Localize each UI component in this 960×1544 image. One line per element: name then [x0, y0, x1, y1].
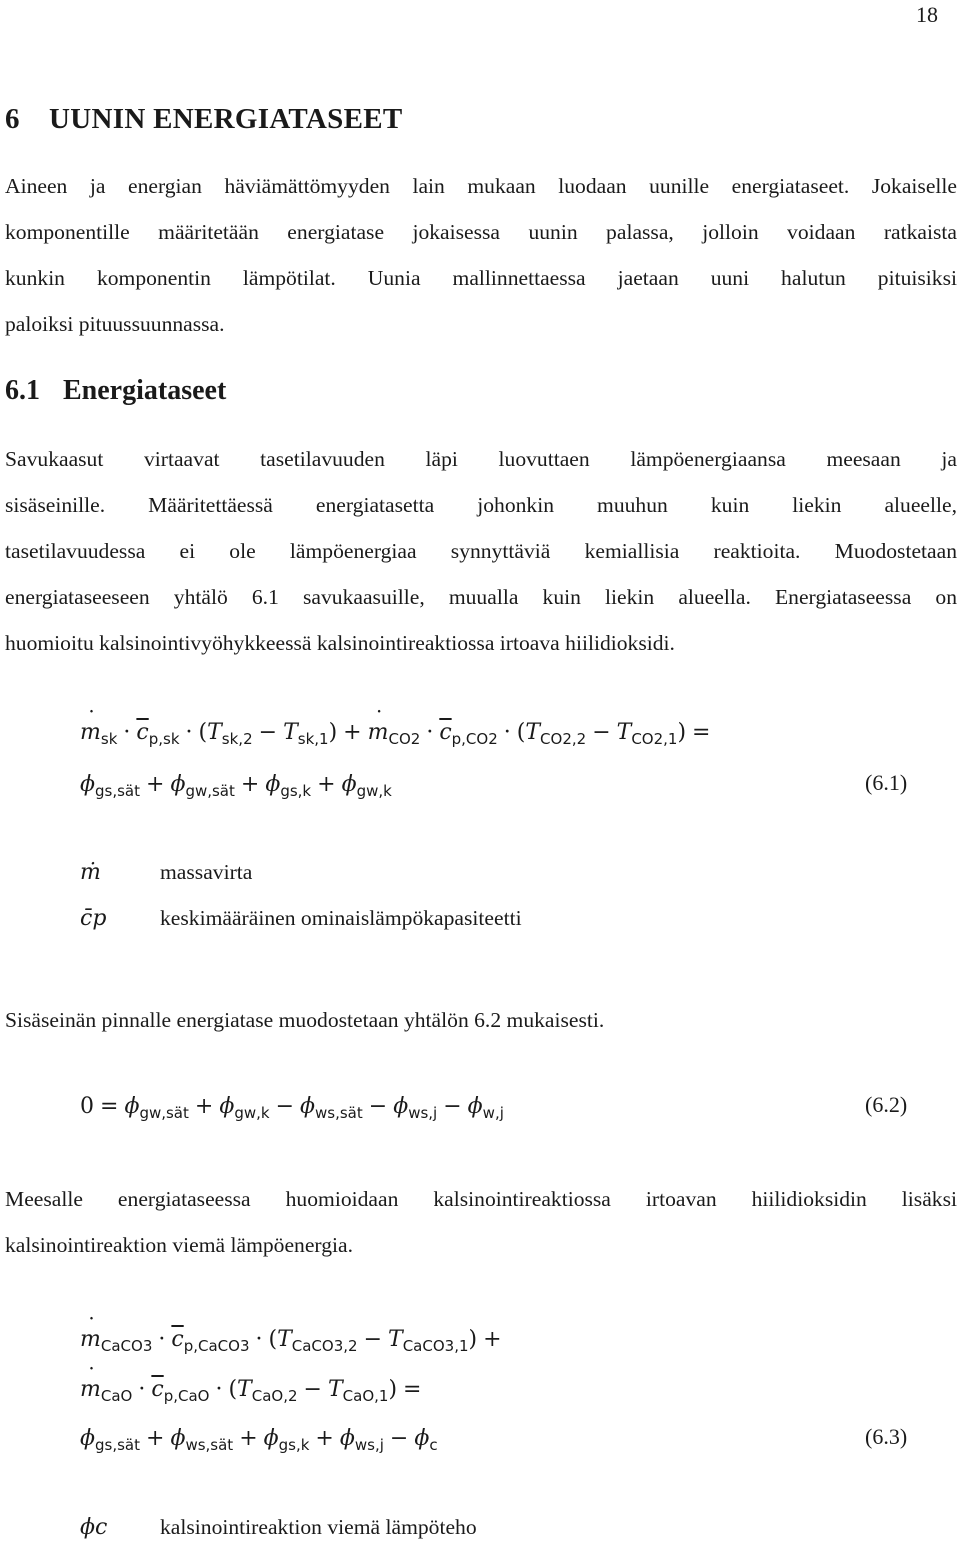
- intro-paragraph: [5, 163, 957, 347]
- symbol-c-bar-p: c̄p: [80, 906, 107, 931]
- equation-6-1-line-1: m $˙_{sk} \cdot \overline{c}_{p,sk} \cdot (T_{sk,2} - T_{sk,1}) + m$ $˙_{CO2} \cdot \overline{c}_{p,CO2} \cdot (T_{CO2,2} - T_{CO2,1})$ =: [80, 718, 716, 748]
- paragraph-line: tasetilavuudessa ei ole lämpöenergiaa synnyttäviä kemiallisia reaktioita. Muodostetaan: [5, 539, 957, 563]
- paragraph-line: Savukaasut virtaavat tasetilavuuden läpi luovuttaen lämpöenergiaansa meesaan ja: [5, 447, 957, 471]
- section-title: Energiataseet: [63, 375, 227, 406]
- paragraph-line: Meesalle energiataseessa huomioidaan kalsinointireaktiossa irtoavan hiilidioksidin lisäksi: [5, 1187, 957, 1211]
- section-number: 6.1: [5, 375, 40, 406]
- paragraph-6-3-intro: [5, 1176, 957, 1268]
- chapter-title: UUNIN ENERGIATASEET: [49, 103, 403, 135]
- chapter-heading: [5, 103, 403, 136]
- paragraph-line: energiataseeseen yhtälö 6.1 savukaasuille, muualla kuin liekin alueella. Energiataseessa on: [5, 585, 957, 609]
- paragraph-line: kalsinointireaktion viemä lämpöenergia.: [5, 1233, 353, 1257]
- equation-6-2: $0 = \phi_{gw,sät} + \phi_{gw,k} - \phi_{ws,sät} - \phi_{ws,j} - \phi_{w,j}$: [80, 1094, 504, 1122]
- chapter-number: 6: [5, 103, 20, 135]
- equation-number: (6.2): [865, 1092, 908, 1117]
- equation-number: (6.3): [865, 1424, 908, 1449]
- paragraph-line: Aineen ja energian häviämättömyyden lain mukaan luodaan uunille energiataseet. Jokaiselle: [5, 174, 957, 198]
- section-heading: [5, 375, 226, 407]
- equation-6-3-line-3: $\phi_{gs,sät} + \phi_{ws,sät} + \phi_{gs,k} + \phi_{ws,j} - \phi_c$: [80, 1426, 438, 1454]
- equation-6-3-line-1: m $˙_{CaCO3} \cdot \overline{c}_{p,CaCO3} \cdot (T_{CaCO3,2} - T_{CaCO3,1})$ +: [80, 1325, 508, 1355]
- equation-number: (6.1): [865, 770, 908, 795]
- equation-6-1-line-2: $\phi_{gs,sät} + \phi_{gw,sät} + \phi_{gs,k} + \phi_{gw,k}$: [80, 772, 392, 800]
- definition-text: massavirta: [160, 860, 253, 884]
- paragraph-line: sisäseinille. Määritettäessä energiatasetta johonkin muuhun kuin liekin alueelle,: [5, 493, 957, 517]
- paragraph-line: paloiksi pituussuunnassa.: [5, 312, 225, 336]
- symbol-m-dot: ṁ: [80, 860, 101, 885]
- section-paragraph: [5, 436, 957, 666]
- paragraph-6-2-intro: [5, 997, 957, 1043]
- page-number: 18: [916, 2, 938, 27]
- symbol-phi-c: ϕc: [80, 1515, 108, 1540]
- paragraph-line: kunkin komponentin lämpötilat. Uunia mallinnettaessa jaetaan uuni halutun pituisiksi: [5, 266, 957, 290]
- equation-6-3-line-2: m $˙_{CaO} \cdot \overline{c}_{p,CaO} \cdot (T_{CaO,2} - T_{CaO,1})$ =: [80, 1375, 427, 1405]
- definition-text: kalsinointireaktion viemä lämpöteho: [160, 1515, 477, 1539]
- definition-text: keskimääräinen ominaislämpökapasiteetti: [160, 906, 522, 930]
- paragraph-line: komponentille määritetään energiatase jokaisessa uunin palassa, jolloin voidaan ratkaista: [5, 220, 957, 244]
- paragraph-line: huomioitu kalsinointivyöhykkeessä kalsinointireaktiossa irtoava hiilidioksidi.: [5, 631, 675, 655]
- paragraph-line: Sisäseinän pinnalle energiatase muodostetaan yhtälön 6.2 mukaisesti.: [5, 1008, 605, 1032]
